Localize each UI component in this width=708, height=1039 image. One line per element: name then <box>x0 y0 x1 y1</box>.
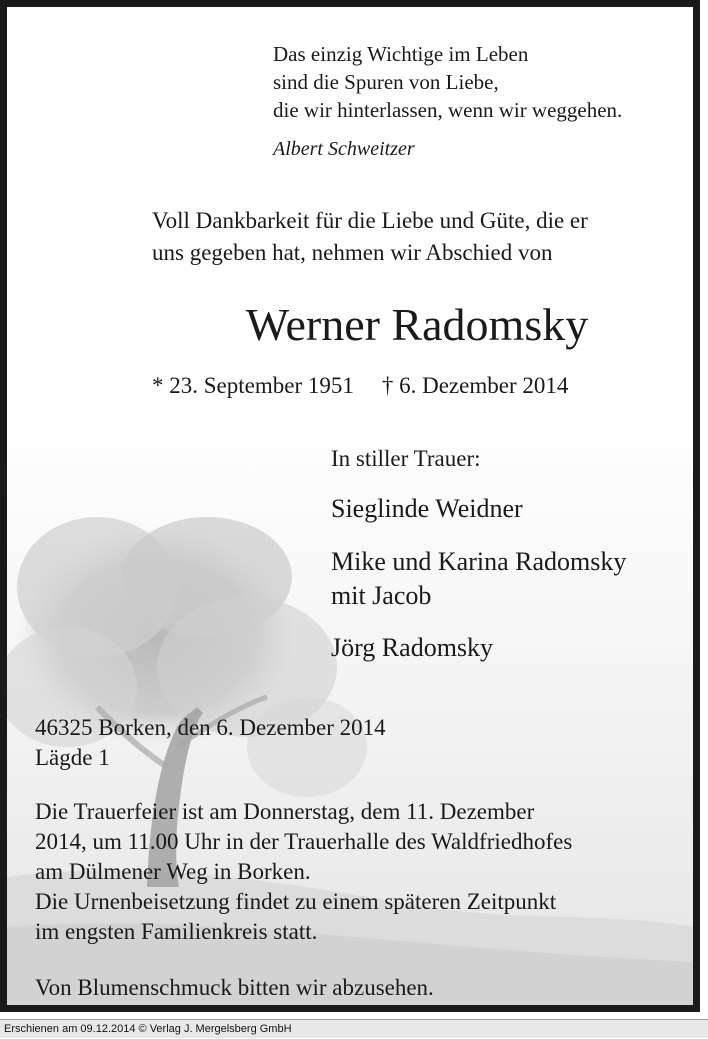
funeral-line: Die Trauerfeier ist am Donnerstag, dem 11. Dezember <box>35 799 535 824</box>
funeral-line: im engsten Familienkreis statt. <box>35 919 318 944</box>
publication-footer: Erschienen am 09.12.2014 © Verlag J. Mergelsberg GmbH <box>0 1019 708 1038</box>
address-line: Lägde 1 <box>35 745 110 770</box>
address-line: 46325 Borken, den 6. Dezember 2014 <box>35 715 386 740</box>
funeral-line: 2014, um 11.00 Uhr in der Trauerhalle des Waldfriedhofes <box>35 829 573 854</box>
birth-date: * 23. September 1951 <box>152 373 354 398</box>
death-date: † 6. Dezember 2014 <box>381 373 569 398</box>
life-dates <box>152 373 568 399</box>
quote <box>273 40 622 124</box>
deceased-name: Werner Radomsky <box>245 299 589 350</box>
place-address <box>35 713 386 773</box>
mourner-name: mit Jacob <box>331 581 432 610</box>
intro-line: Voll Dankbarkeit für die Liebe und Güte, die er <box>152 208 588 233</box>
quote-author: Albert Schweitzer <box>273 138 415 160</box>
mourner-name: Jörg Radomsky <box>331 633 494 662</box>
closing-note: Von Blumenschmuck bitten wir abzusehen. <box>35 975 434 1000</box>
mourner-name: Sieglinde Weidner <box>331 494 523 523</box>
mourner-name: Mike und Karina Radomsky <box>331 547 627 576</box>
funeral-details <box>35 797 572 947</box>
quote-line: sind die Spuren von Liebe, <box>273 70 499 94</box>
quote-line: die wir hinterlassen, wenn wir weggehen. <box>273 98 623 122</box>
mourners-heading: In stiller Trauer: <box>331 446 481 471</box>
quote-line: Das einzig Wichtige im Leben <box>273 42 529 66</box>
intro-line: uns gegeben hat, nehmen wir Abschied von <box>152 240 553 265</box>
funeral-line: am Dülmener Weg in Borken. <box>35 859 311 884</box>
intro-text <box>152 205 588 269</box>
funeral-line: Die Urnenbeisetzung findet zu einem späteren Zeitpunkt <box>35 889 557 914</box>
